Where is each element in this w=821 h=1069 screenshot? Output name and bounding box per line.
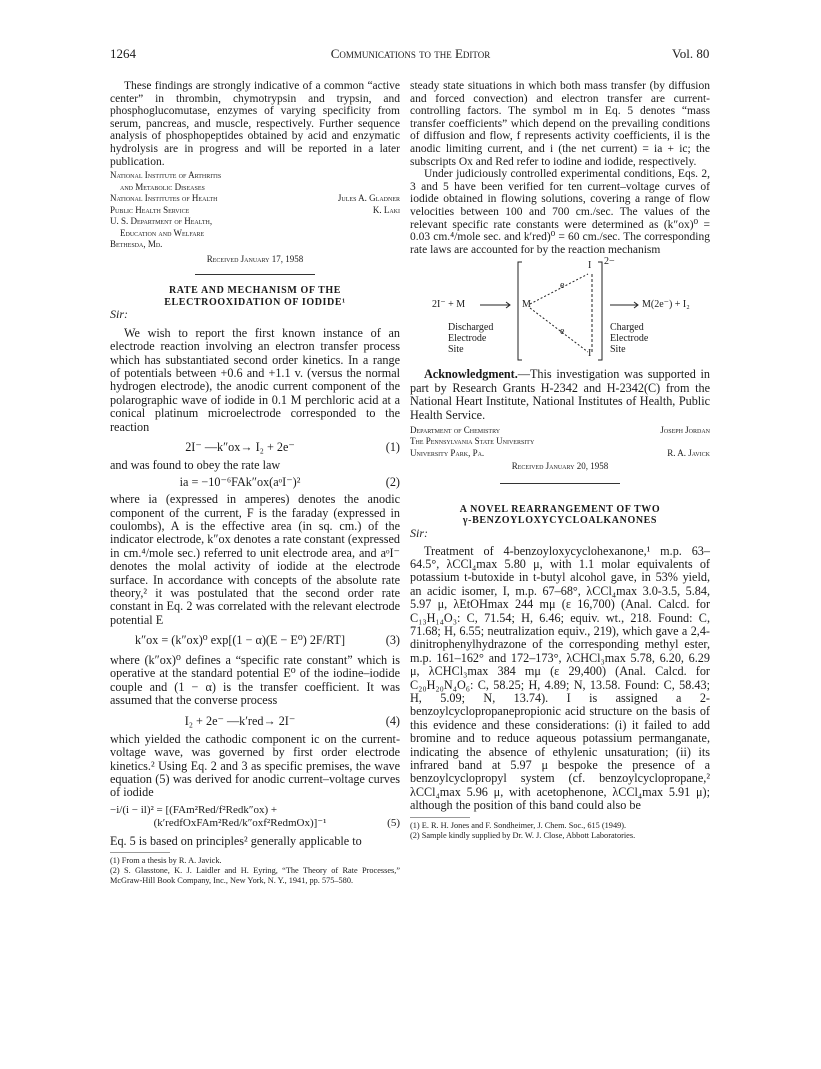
paragraph: Treatment of 4-benzoyloxycyclohexanone,¹ m.p. 63–64.5°, λCCl₄max 5.80 μ, with 1.1 molar equivalents of potassium t-butoxide in t-butyl alcohol gave, in 53% yield, an acidic isomer, I, m.p. 67–68°, λCCl₄max 3.0-3.5, 5.84, 5.97 μ, λEtOHmax 244 mμ (ε 16,700) (Anal. Calcd. for C₁₃H₁₄O₃: C, 71.54; H, 6.46; equiv. wt., 218. Found: C, 71.68; H, 6.55; neutralization equiv., 219), which gave a 2,4-dinitrophenylhydrazone of the corresponding methyl ester, m.p. 161–162° and 172–173°, λCHCl₃max 5.78, 6.20, 6.29 μ, λCHCl₃max 384 mμ (ε 29,400) (Anal. Calcd. for C₂₀H₂₀N₄O₆: C, 58.25; H, 4.89; N, 13.58. Found: C, 58.43; H, 5.09; N, 13.74). I is assigned a 2-benzoylcyclopropanepropionic acid structure on the basis of this evidence and these considerations: (i) it failed to add bromine and to reduce aqueous potassium permanganate, indicating the absence of ethylenic unsaturation; (ii) its infrared band at 5.97 μ bespoke the presence of a benzoylcyclopropyl system (cf. benzoylcyclopropane,² λCCl₄max 5.96 μ, with acetophenone, λCCl₄max 5.91 μ); although the position of this band could also be xyxy=(410,543,710,813)
electron-top: e xyxy=(560,280,565,292)
equation-5: −i/(i − il)² = [(FAm²Red/f²Redk″ox) + (k′redfOxFAm²Red/k″oxf²RedmOx)]⁻¹ (5) xyxy=(110,803,400,830)
paragraph: We wish to report the first known instance of an electrode reaction involving an electron transfer process which has substantiated second order kinetics. In a range of potentials between +0.6 and +1.1 v. (versus the normal hydrogen electrode), the anodic current component of the polarographic wave of iodide in 0.1 M perchloric acid at a conical platinum microelectrode corresponded to the reaction xyxy=(110,325,400,434)
equation-2: ia = −10⁻⁶FAk″ox(aᵒI⁻)² (2) xyxy=(179,474,400,489)
right-affiliation: Department of Chemistry Joseph Jordan The Pennsylvania State University University Park, Pa. R. A. Javick Received January 20, 1958 xyxy=(410,424,710,472)
equation-1: 2I⁻ —k″ox→ I₂ + 2e⁻ (1) xyxy=(185,440,400,454)
paragraph: Under judiciously controlled experimental conditions, Eqs. 2, 3 and 5 have been verified for ten current–voltage curves of iodide obtained in flowing solutions, covering a range of flow velocities between 100 and 700 cm./sec. The values of the relevant specific rate constants were determined as (k″ox)⁰ = 0.03 cm.⁴/mole sec. and k′red)⁰ = 60 cm./sec. The corresponding rate laws are accounted for by the reaction mechanism xyxy=(410,168,710,256)
reactants: 2I⁻ + M xyxy=(432,299,466,311)
paragraph: Eq. 5 is based on principles² generally applicable to xyxy=(110,833,362,848)
paragraph: steady state situations in which both mass transfer (by diffusion and forced convection) and electron transfer are current-controlling factors. The symbol m in Eq. 5 denotes “mass transfer coefficients” which depend on the prevailing conditions of diffusion and flow, f represents activity coefficients, il is the anodic limiting current, and i (the net current) = ia + ic; the subscripts Ox and Red refer to iodine and iodide, respectively. xyxy=(410,80,710,168)
acknowledgment: Acknowledgment.—This investigation was supported in part by Research Grants H-2342 and H-2342(C) from the National Heart Institute, National Institutes of Health, Public Health Service. xyxy=(410,367,710,422)
paragraph: and was found to obey the rate law xyxy=(110,458,281,473)
discharged-label: Discharged Electrode Site xyxy=(448,322,494,356)
charged-label: Charged Electrode Site xyxy=(610,322,649,356)
volume-label: Vol. 80 xyxy=(672,46,710,61)
equation-3: k″ox = (k″ox)⁰ exp[(1 − α)(E − E⁰) 2F/RT] (3) xyxy=(134,633,400,648)
electrode-m: M xyxy=(522,299,531,311)
left-column xyxy=(110,80,400,886)
equation-4: I₂ + 2e⁻ —k′red→ 2I⁻ (4) xyxy=(184,714,400,729)
paragraph: which yielded the cathodic component ic on the current-voltage wave, was governed by first order electrode kinetics.² Using Eq. 2 and 3 as specific premises, the wave equation (5) was derived for anodic current–voltage curves of iodide xyxy=(110,731,400,800)
article-title: RATE AND MECHANISM OF THE ELECTROOXIDATION OF IODIDE¹ xyxy=(164,285,346,308)
footnotes: (1) From a thesis by R. A. Javick. (2) S. Glasstone, K. J. Laidler and H. Eyring, “The Theory of Rate Processes,” McGraw-Hill Book Company, Inc., New York, N. Y., 1941, pp. 575–580. xyxy=(110,855,400,885)
iodine-bottom: I xyxy=(588,348,592,360)
products: M(2e⁻) + I₂ xyxy=(642,299,690,311)
received-date: Received January 17, 1958 xyxy=(206,253,304,264)
left-affiliation: National Institute of Arthritis and Metabolic Diseases National Institutes of Health Jules A. Gladner Public Health Service K. Laki U. S. Department of Health, Education and Welfare Bethesda, Md. Received January 17, 1958 xyxy=(110,170,400,264)
salutation: Sir: xyxy=(110,307,128,322)
footnotes: (1) E. R. H. Jones and F. Sondheimer, J. Chem. Soc., 615 (1949). (2) Sample kindly supplied by Dr. W. J. Close, Abbott Laboratories. xyxy=(410,820,636,840)
page-number: 1264 xyxy=(110,46,136,61)
salutation: Sir: xyxy=(410,525,428,540)
footnote-rule xyxy=(110,852,170,853)
article-title: A NOVEL REARRANGEMENT OF TWO γ-BENZOYLOXYCYCLOALKANONES xyxy=(459,503,661,527)
divider xyxy=(195,274,315,275)
received-date: Received January 20, 1958 xyxy=(511,461,609,472)
electron-bottom: e xyxy=(560,326,565,338)
charge-label: 2− xyxy=(604,256,615,268)
right-column xyxy=(410,80,710,841)
iodine-top: I xyxy=(588,260,592,272)
intro-paragraph: These findings are strongly indicative of a common “active center” in thrombin, chymotrypsin and trypsin, and phosphoglucomutase, enzymes of varying specificity from serum, pancreas, and muscle, respectively. Further sequence analysis of phosphopeptides obtained by acid and enzymatic hydrolysis are in progress and will be reported in a later publication. xyxy=(110,80,400,168)
reaction-mechanism-diagram xyxy=(410,256,710,364)
divider xyxy=(500,483,620,484)
paragraph: where ia (expressed in amperes) denotes the anodic component of the current, F is the faraday (expressed in coulombs), A is the effective area (in sq. cm.) of the indicator electrode, k″ox denotes a rate constant (expressed in cm.⁴/mole sec.) referred to unit electrode area, and aᵒI⁻ denotes the molal activity of iodide at the electrode surface. In accordance with concepts of the absolute rate theory,² it was postulated that the second order rate constant in Eq. 2 was correlated with the relevant electrode potential E xyxy=(110,492,400,627)
running-title: Communications to the Editor xyxy=(330,46,491,61)
paragraph: where (k″ox)⁰ defines a “specific rate constant” which is operative at the standard potential E⁰ of the iodine–iodide couple and (1 − α) is the transfer coefficient. It was assumed that the converse process xyxy=(110,652,400,707)
footnote-rule xyxy=(410,817,470,818)
